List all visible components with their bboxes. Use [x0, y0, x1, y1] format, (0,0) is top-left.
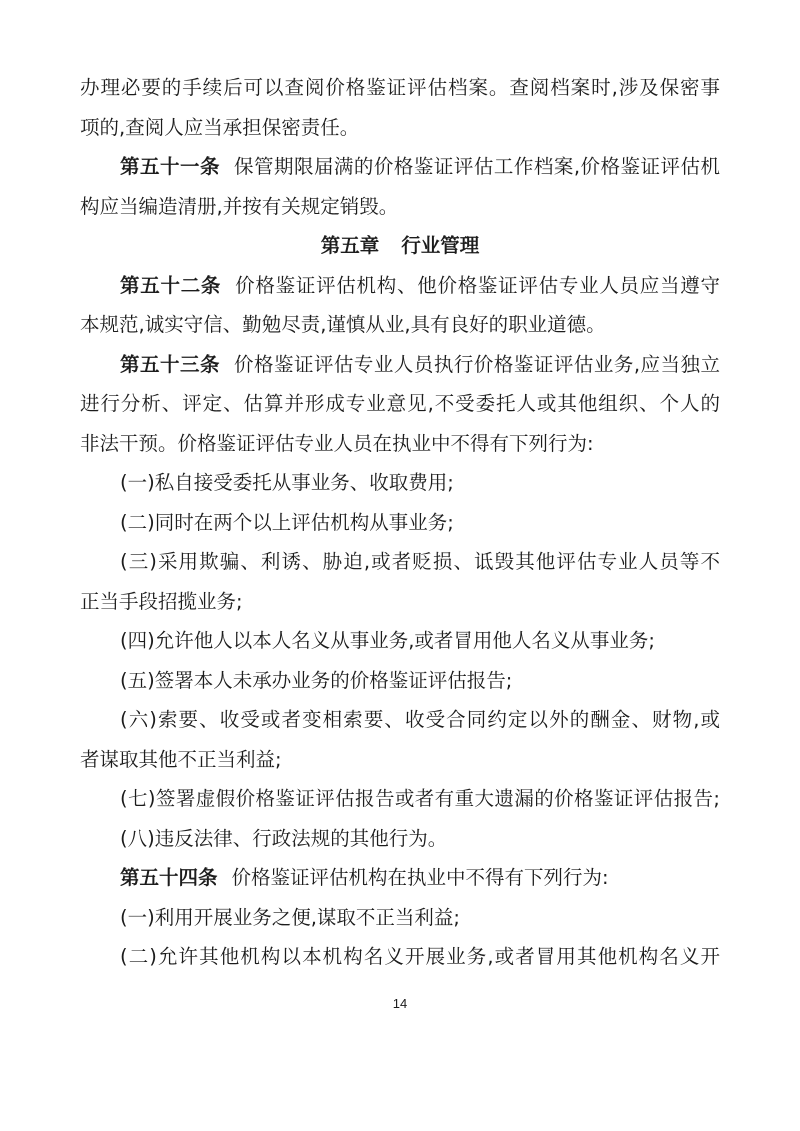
line-text: 本规范,诚实守信、勤勉尽责,谨慎从业,具有良好的职业道德。	[80, 313, 606, 336]
line-text: (六)索要、收受或者变相索要、收受合同约定以外的酬金、财物,或	[120, 708, 720, 731]
line-text: 进行分析、评定、估算并形成专业意见,不受委托人或其他组织、个人的	[80, 392, 720, 415]
article-label: 第五十三条	[120, 352, 220, 376]
list-item	[80, 898, 720, 938]
line-text: 办理必要的手续后可以查阅价格鉴证评估档案。查阅档案时,涉及保密事	[80, 76, 720, 99]
line-text: (一)利用开展业务之便,谋取不正当利益;	[120, 905, 460, 929]
article-53-line	[80, 345, 720, 385]
list-item	[80, 661, 720, 701]
list-item	[80, 937, 720, 977]
chapter-heading	[80, 226, 720, 266]
line-text: (一)私自接受委托从事业务、收取费用;	[120, 471, 454, 494]
line-text: 项的,查阅人应当承担保密责任。	[80, 115, 360, 139]
list-item	[80, 779, 720, 819]
page-number: 14	[392, 996, 408, 1011]
paragraph-line	[80, 582, 720, 622]
article-label: 第五十四条	[120, 866, 218, 889]
line-text: (二)允许其他机构以本机构名义开展业务,或者冒用其他机构名义开	[120, 945, 720, 968]
paragraph-line	[80, 740, 720, 780]
line-text: 非法干预。价格鉴证评估专业人员在执业中不得有下列行为:	[80, 431, 594, 455]
line-text: 价格鉴证评估机构、他价格鉴证评估专业人员应当遵守	[235, 273, 720, 297]
list-item	[80, 542, 720, 582]
line-text: (五)签署本人未承办业务的价格鉴证评估报告;	[120, 668, 513, 692]
paragraph-line	[80, 305, 720, 345]
list-item	[80, 621, 720, 661]
line-text: (四)允许他人以本人名义从事业务,或者冒用他人名义从事业务;	[120, 629, 655, 652]
article-label: 第五十一条	[120, 155, 220, 178]
line-text: (三)采用欺骗、利诱、胁迫,或者贬损、诋毁其他评估专业人员等不	[120, 550, 720, 573]
list-item	[80, 503, 720, 543]
line-text: (二)同时在两个以上评估机构从事业务;	[120, 510, 454, 534]
article-51-line	[80, 147, 720, 187]
paragraph-line	[80, 68, 720, 108]
chapter-number: 第五章	[320, 234, 380, 257]
line-text: 保管期限届满的价格鉴证评估工作档案,价格鉴证评估机	[233, 155, 720, 178]
line-text: 者谋取其他不正当利益;	[80, 747, 282, 771]
article-label: 第五十二条	[120, 273, 222, 297]
line-text: 价格鉴证评估专业人员执行价格鉴证评估业务,应当独立	[233, 352, 720, 376]
article-54-line	[80, 858, 720, 898]
list-item	[80, 700, 720, 740]
chapter-title: 行业管理	[401, 234, 480, 257]
line-text: (七)签署虚假价格鉴证评估报告或者有重大遗漏的价格鉴证评估报告;	[120, 787, 720, 810]
paragraph-line	[80, 108, 720, 148]
line-text: (八)违反法律、行政法规的其他行为。	[120, 826, 448, 850]
list-item	[80, 463, 720, 503]
document-body	[80, 68, 720, 977]
list-item	[80, 819, 720, 859]
line-text: 正当手段招揽业务;	[80, 589, 243, 613]
line-text: 价格鉴证评估机构在执业中不得有下列行为:	[231, 866, 609, 889]
article-52-line	[80, 266, 720, 306]
line-text: 构应当编造清册,并按有关规定销毁。	[80, 194, 399, 218]
paragraph-line	[80, 424, 720, 464]
paragraph-line	[80, 187, 720, 227]
paragraph-line	[80, 384, 720, 424]
